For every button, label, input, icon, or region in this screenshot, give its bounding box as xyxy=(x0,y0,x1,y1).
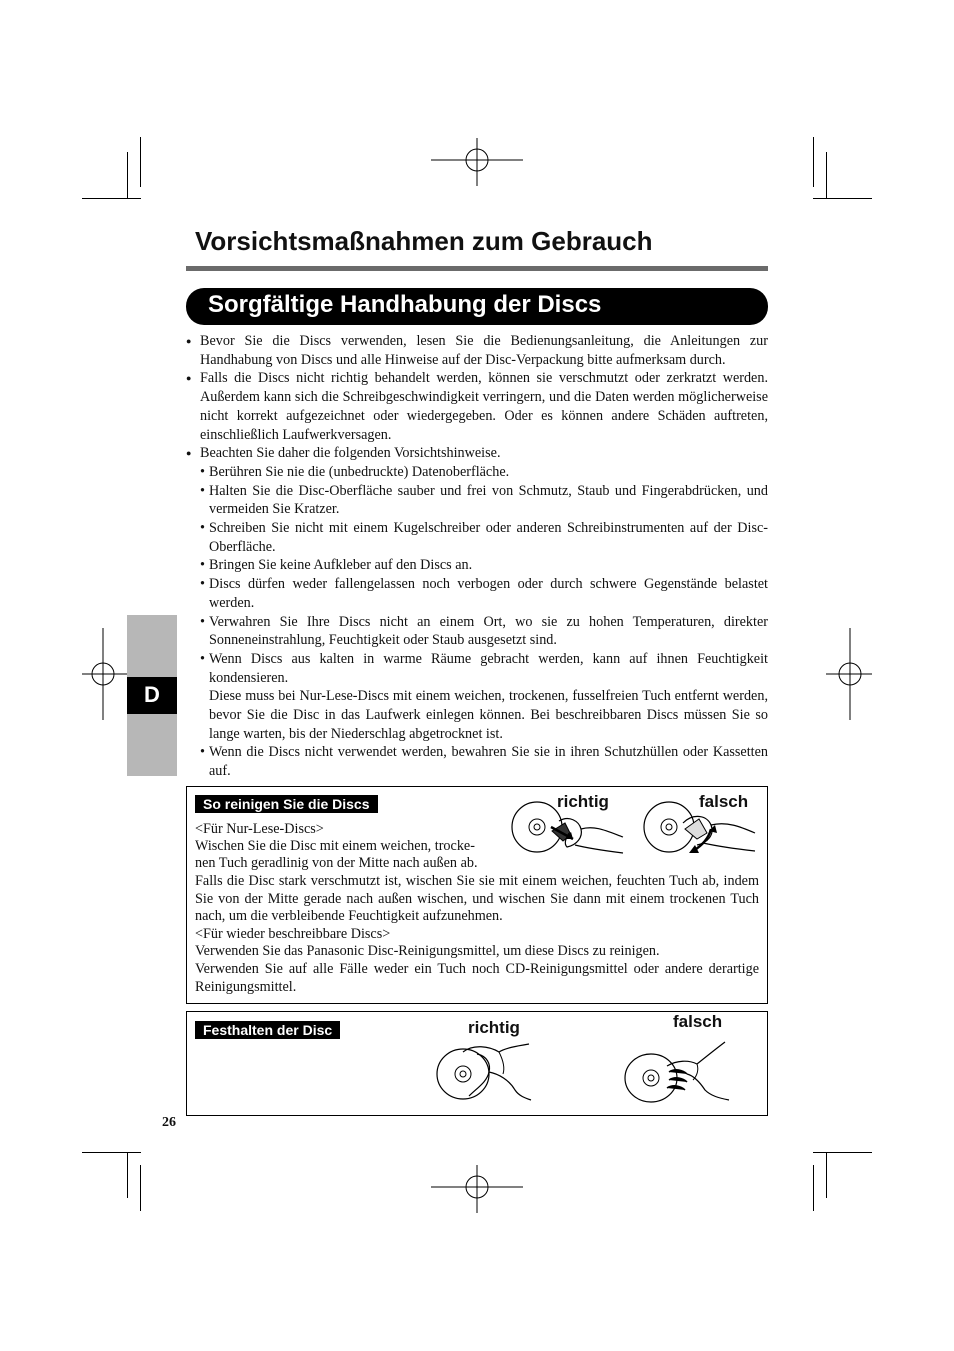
disc-wipe-correct-illustration xyxy=(507,801,625,861)
title-rule xyxy=(186,266,768,271)
cleaning-paragraph: Falls die Disc stark verschmutzt ist, wischen Sie sie mit einem weichen, feuchten Tuch ab, indem Sie von der Mitte gerade nach außen wischen, und wischen Sie dann mit einem trockenen Tuch nach, um die verbleibende Feuchtigkeit aufzunehmen. xyxy=(195,873,759,925)
bullet-item: ● Beachten Sie daher die folgenden Vorsichtshinweise. xyxy=(186,444,768,463)
sub-bullet-item: • Schreiben Sie nicht mit einem Kugelschreiber oder anderen Schreibinstrumenten auf der Disc-Oberfläche. xyxy=(186,519,768,556)
sub-bullet-item: • Bringen Sie keine Aufkleber auf den Discs an. xyxy=(186,556,768,575)
language-tab-label: D xyxy=(144,682,160,707)
sub-bullet-item: • Verwahren Sie Ihre Discs nicht an einem Ort, wo sie zu hohen Temperaturen, direkter Sonneneinstrahlung, Feuchtigkeit oder Staub ausgesetzt sind. xyxy=(186,613,768,650)
section-title: Sorgfältige Handhabung der Discs xyxy=(208,291,602,318)
cleaning-box xyxy=(186,786,768,1004)
sub-paragraph: Diese muss bei Nur-Lese-Discs mit einem weichen, trockenen, fusselfreien Tuch entfernt werden, bevor Sie die Disc in das Laufwerk einlegen können. Bei beschreibbaren Discs müssen Sie so lange warten, bis der Niederschlag abgetrocknet ist. xyxy=(209,688,768,742)
crop-mark xyxy=(826,152,827,198)
crop-mark xyxy=(826,1152,827,1198)
holding-box xyxy=(186,1011,768,1116)
crop-mark xyxy=(82,1152,141,1153)
richtig-label: richtig xyxy=(557,792,609,811)
cleaning-line: <Für wieder beschreibbare Discs> xyxy=(195,926,391,942)
page-title: Vorsichtsmaßnahmen zum Gebrauch xyxy=(195,226,653,256)
crop-mark xyxy=(82,198,141,199)
side-tab-bottom xyxy=(127,714,177,776)
holding-label: Festhalten der Disc xyxy=(195,1021,340,1039)
crop-mark xyxy=(140,137,141,187)
crop-mark xyxy=(127,152,128,198)
cleaning-paragraph: Verwenden Sie auf alle Fälle weder ein Tuch noch CD-Reinigungsmittel oder andere derartige Reinigungsmittel. xyxy=(195,961,759,995)
cleaning-label: So reinigen Sie die Discs xyxy=(195,795,378,813)
disc-hold-wrong-illustration xyxy=(621,1040,731,1106)
crop-mark xyxy=(813,1152,872,1153)
cleaning-line: <Für Nur-Lese-Discs> xyxy=(195,821,324,837)
disc-hold-correct-illustration xyxy=(433,1040,533,1106)
crop-mark xyxy=(140,1165,141,1211)
sub-bullet-item: • Berühren Sie nie die (unbedruckte) Datenoberfläche. xyxy=(186,463,768,482)
sub-bullet-item: • Discs dürfen weder fallengelassen noch verbogen oder durch schwere Gegenstände belastet werden. xyxy=(186,575,768,612)
body-text xyxy=(186,332,768,781)
registration-mark xyxy=(431,138,523,186)
crop-mark xyxy=(127,1152,128,1198)
sub-bullet-item: • Wenn die Discs nicht verwendet werden, bewahren Sie sie in ihren Schutzhüllen oder Kassetten auf. xyxy=(186,743,768,780)
page-number: 26 xyxy=(162,1115,176,1130)
crop-mark xyxy=(813,198,872,199)
bullet-item: ● Falls die Discs nicht richtig behandelt werden, können sie verschmutzt oder zerkratzt werden. Außerdem kann sich die Schreibgeschwindigkeit verringern, und die Daten werden möglicherweise nicht korrekt aufgezeichnet oder wiedergegeben. Oder es können andere Schäden auftreten, einschließlich Laufwerkversagen. xyxy=(186,369,768,444)
bullet-item: ● Bevor Sie die Discs verwenden, lesen Sie die Bedienungsanleitung, die Anleitungen zur Handhabung von Discs und alle Hinweise auf der Disc-Verpackung bitte aufmerksam durch. xyxy=(186,332,768,369)
sub-bullet-item: • Wenn Discs aus kalten in warme Räume gebracht werden, kann auf ihnen Feuchtigkeit kondensieren. xyxy=(186,650,768,687)
crop-mark xyxy=(813,137,814,187)
crop-mark xyxy=(813,1165,814,1211)
cleaning-line: Wischen Sie die Disc mit einem weichen, trocke- xyxy=(195,838,475,854)
sub-bullet-item: • Halten Sie die Disc-Oberfläche sauber und frei von Schmutz, Staub und Fingerabdrücken, und vermeiden Sie Kratzer. xyxy=(186,482,768,519)
cleaning-line: Verwenden Sie das Panasonic Disc-Reinigungsmittel, um diese Discs zu reinigen. xyxy=(195,943,660,959)
registration-mark xyxy=(82,628,128,720)
falsch-label: falsch xyxy=(699,792,749,811)
registration-mark xyxy=(826,628,872,720)
registration-mark xyxy=(431,1165,523,1213)
section-header xyxy=(186,288,768,325)
falsch-label: falsch xyxy=(673,1012,723,1031)
richtig-label: richtig xyxy=(468,1018,520,1037)
disc-wipe-wrong-illustration xyxy=(637,801,757,861)
language-tab xyxy=(127,677,177,714)
cleaning-line: nen Tuch geradlinig von der Mitte nach außen ab. xyxy=(195,855,478,871)
side-tab-top xyxy=(127,615,177,677)
